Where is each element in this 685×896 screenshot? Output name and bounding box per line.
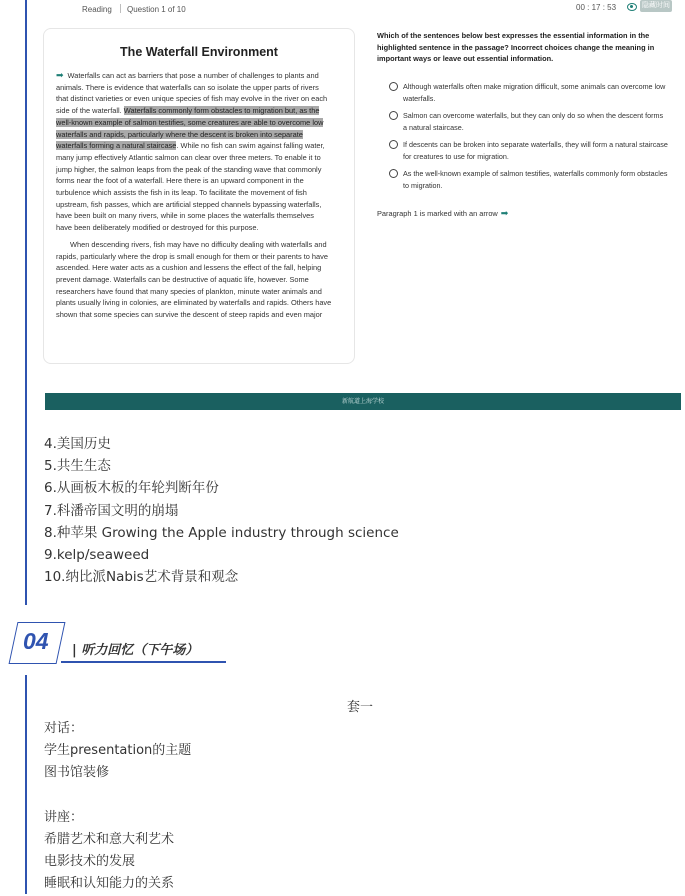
- listening-list: [44, 718, 191, 896]
- list-item: 9.kelp/seaweed: [44, 547, 150, 564]
- section-heading: [9, 622, 224, 664]
- answer-option[interactable]: [389, 110, 669, 133]
- paragraph-1: [56, 70, 332, 234]
- left-decor-line: [25, 675, 27, 894]
- topic-list: [44, 433, 399, 588]
- answer-option[interactable]: [389, 139, 669, 162]
- answer-options: [389, 81, 669, 197]
- paragraph-2-text: When descending rivers, fish may have no difficulty dealing with waterfalls and rapids, particularly where the drop is small enough for them or their parents to have ascended. Here water acts as a cushion and lessens the effect of the fall, helping prevent damage. Waterfalls can be destructive of aquatic life, however. Some researchers have found that many species of plankton, minute water animals and plants usually living in colonies, are eliminated by waterfalls and rapids. Others have shown that some species can survive the descent of steep rapids and even major: [56, 239, 332, 320]
- passage-panel: [43, 28, 355, 364]
- passage-title: The Waterfall Environment: [120, 45, 278, 59]
- exam-screenshot: [45, 0, 681, 410]
- list-item: 5.共生生态: [44, 458, 111, 475]
- list-item: 讲座：: [44, 809, 84, 825]
- option-text: Salmon can overcome waterfalls, but they can only do so when the descent forms a natural staircase.: [403, 111, 664, 132]
- answer-option[interactable]: [389, 81, 669, 104]
- paragraph-1-rest: . While no fish can swim against falling water, many jump effectively Atlantic salmon can clear over three meters. To enable it to jump higher, the salmon leaps from the peak of the standing wave that commonly forms near the foot of a waterfall. Here there is an upward component in the turbulence which assists the fish in its leap. To facilitate the movement of fish upstream, fish passes, which are artificial stepped channels bypassing waterfalls, have been built on many rivers, while in some places the waterfalls themselves have been deliberately modified or destroyed for this purpose.: [56, 141, 325, 233]
- paragraph-1-start: Waterfalls can act as barriers that pose a number of challenges to plants and animals. There is evidence that waterfalls can so isolate the upper parts of rivers that distinct varieties or even unique species of fish may evolve in the river on each side of the waterfall.: [56, 71, 328, 116]
- question-prompt: Which of the sentences below best expresses the essential information in the highlighted sentence in the passage? Incorrect choices change the meaning in important ways or leave out essential information.: [377, 31, 655, 63]
- section-label: Reading: [82, 5, 112, 14]
- list-item: 对话：: [44, 721, 84, 736]
- footer-bar: 新航道上海学校: [45, 393, 681, 410]
- paragraph-2: [56, 239, 332, 321]
- timer: 00 : 17 : 53: [576, 3, 617, 12]
- highlighted-sentence[interactable]: Waterfalls commonly form obstacles to migration but, as the well-known example of salmon testifies, some creatures are able to overcome low waterfalls and rapids, particularly where the descent is broken into separate waterfalls forming a natural staircase: [56, 106, 324, 151]
- option-text: As the well-known example of salmon testifies, waterfalls commonly form obstacles to migration.: [403, 169, 668, 190]
- list-item: [44, 785, 191, 807]
- marked-note: [377, 208, 508, 219]
- left-decor-line: [25, 0, 27, 605]
- eye-icon[interactable]: [627, 3, 637, 11]
- section-underline: [61, 661, 226, 663]
- divider: |: [119, 4, 123, 14]
- list-item: 10.纳比派Nabis艺术背景和观念: [44, 569, 239, 586]
- passage-text: [56, 70, 332, 326]
- list-item: 学生presentation的主题: [44, 743, 192, 759]
- radio-button[interactable]: [389, 82, 398, 91]
- exam-topbar: [45, 0, 681, 22]
- list-item: 图书馆装修: [44, 765, 110, 781]
- question-counter: Question 1 of 10: [127, 5, 186, 14]
- option-text: If descents can be broken into separate waterfalls, they will form a natural staircase for creatures to use for migration.: [403, 140, 668, 161]
- answer-option[interactable]: [389, 168, 669, 191]
- list-item: 4.美国历史: [44, 436, 111, 452]
- arrow-right-icon: ➡: [500, 208, 509, 218]
- section-number: 04: [23, 628, 49, 654]
- list-item: 6.从画板木板的年轮判断年份: [44, 480, 219, 497]
- list-item: 7.科潘帝国文明的崩塌: [44, 502, 179, 519]
- radio-button[interactable]: [389, 111, 398, 120]
- list-item: 电影技术的发展: [44, 854, 136, 870]
- radio-button[interactable]: [389, 169, 398, 178]
- list-item: 睡眠和认知能力的关系: [44, 876, 175, 892]
- set-title: 套一: [347, 700, 374, 715]
- list-item: 8.种苹果 Growing the Apple industry through science: [44, 524, 399, 541]
- radio-button[interactable]: [389, 140, 398, 149]
- arrow-right-icon: ➡: [56, 70, 64, 80]
- hide-time-button[interactable]: 隐藏时间: [640, 0, 672, 12]
- list-item: 希腊艺术和意大利艺术: [44, 832, 175, 847]
- section-title: | 听力回忆（下午场）: [72, 643, 199, 658]
- option-text: Although waterfalls often make migration difficult, some animals can overcome low waterfalls.: [403, 82, 666, 103]
- marked-note-text: Paragraph 1 is marked with an arrow: [377, 209, 498, 218]
